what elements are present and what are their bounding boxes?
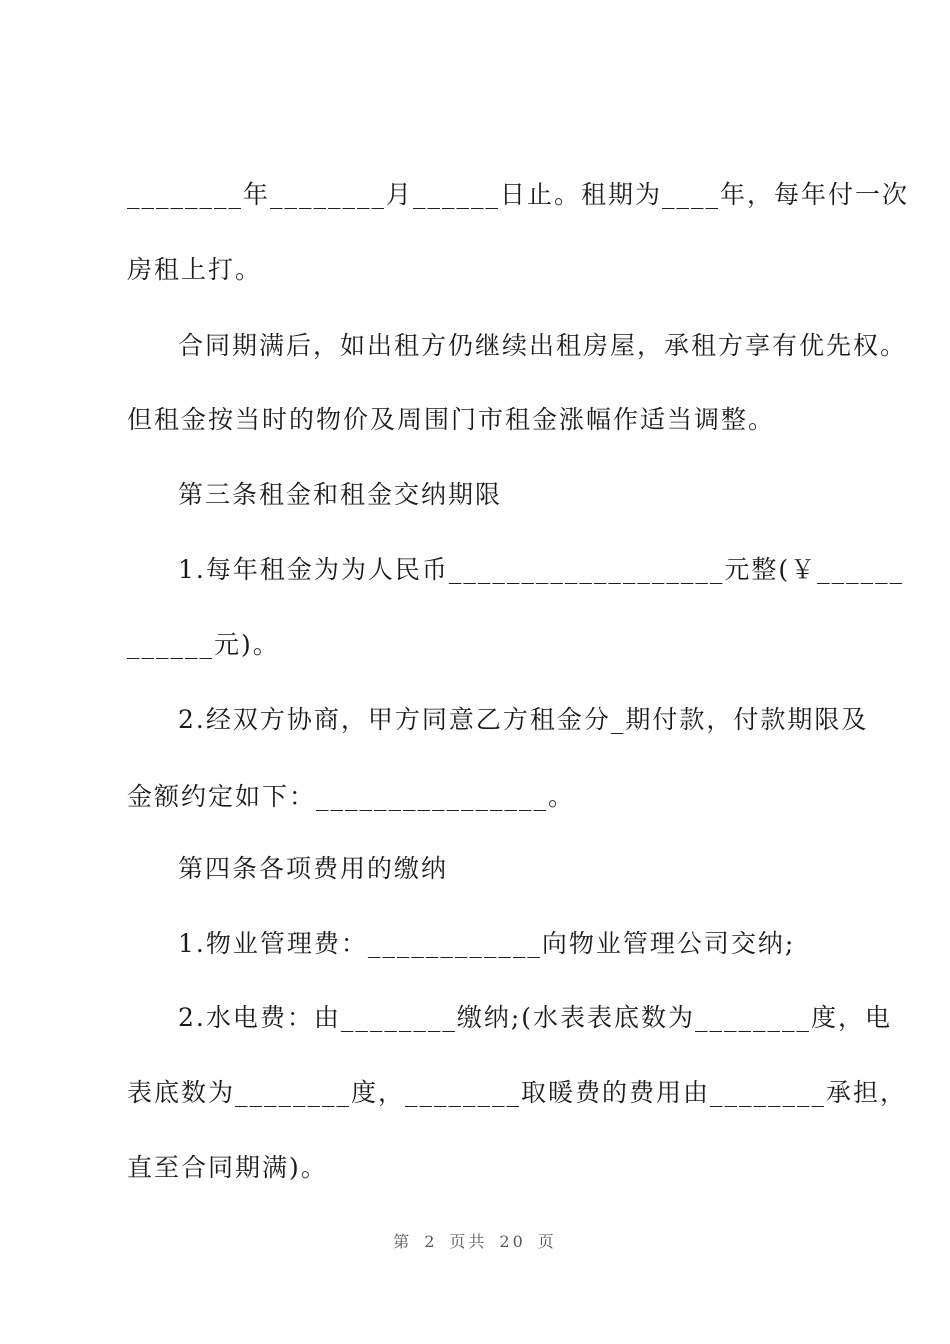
text-line-8: 2.经双方协商，甲方同意乙方租金分_期付款，付款期限及 (178, 705, 869, 734)
text-line-7: ______元)。 (127, 630, 280, 659)
text-line-2: 房租上打。 (127, 255, 263, 284)
section-heading-article-3: 第三条租金和租金交纳期限 (178, 480, 503, 509)
text-line-12: 2.水电费：由________缴纳;(水表表底数为________度，电 (178, 1003, 893, 1032)
footer-page-number: 2 (424, 1232, 438, 1251)
section-heading-article-4: 第四条各项费用的缴纳 (178, 854, 449, 883)
footer-middle: 页共 (449, 1232, 488, 1251)
text-line-3: 合同期满后，如出租方仍继续出租房屋，承租方享有优先权。 (178, 331, 908, 360)
footer-suffix: 页 (537, 1232, 557, 1251)
text-line-6: 1.每年租金为为人民币___________________元整(￥______ (178, 555, 905, 584)
text-line-14: 直至合同期满)。 (127, 1153, 328, 1182)
text-line-11: 1.物业管理费：____________向物业管理公司交纳; (178, 929, 796, 958)
text-line-4: 但租金按当时的物价及周围门市租金涨幅作适当调整。 (127, 405, 776, 434)
page-footer (0, 1229, 950, 1252)
text-line-1: ________年________月______日止。租期为____年，每年付一次 (127, 180, 910, 209)
text-line-9: 金额约定如下：________________。 (127, 782, 576, 811)
text-line-13: 表底数为________度，________取暖费的费用由________承担， (127, 1078, 908, 1107)
footer-total-pages: 20 (499, 1232, 526, 1251)
footer-prefix: 第 (393, 1232, 413, 1251)
